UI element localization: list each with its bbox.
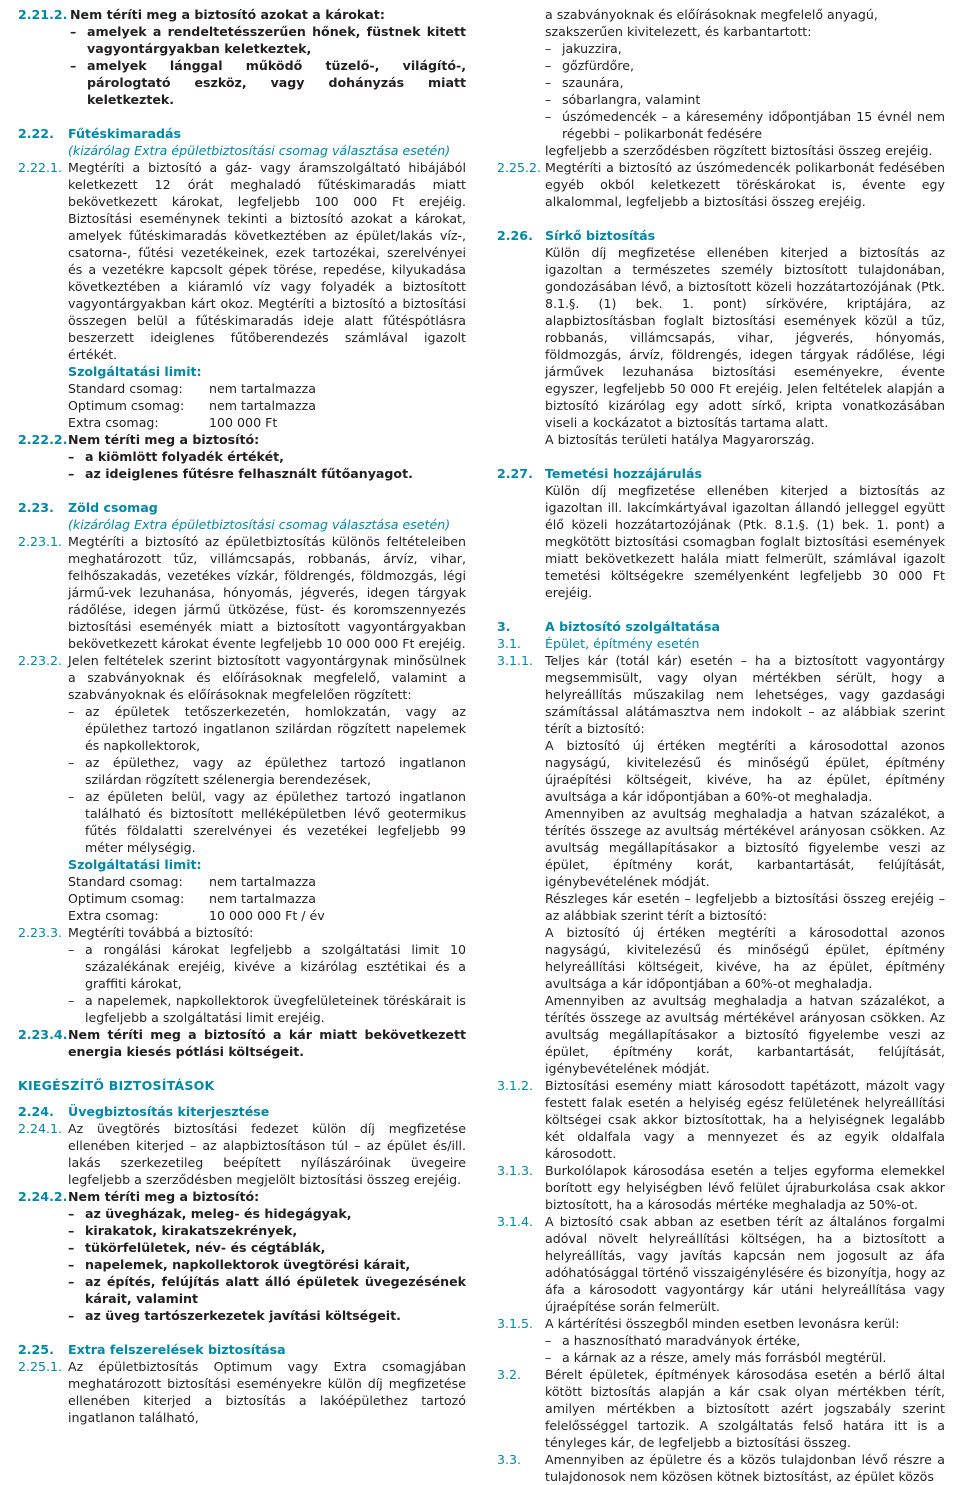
section-title: Sírkő biztosítás (545, 228, 656, 243)
section-intro: A kártérítési összegből minden esetben levonásra kerül: (545, 1316, 900, 1331)
list-item: – az építés, felújítás alatt álló épületek üvegezésének kárait, valamint (68, 1274, 466, 1306)
section-number: 2.24.2. (18, 1189, 68, 1204)
section-number: 2.26. (497, 228, 533, 243)
section-title: Temetési hozzájárulás (545, 466, 702, 481)
section-number: 2.23.2. (18, 653, 63, 668)
list-item: – gőzfürdőre, (545, 58, 635, 73)
insured-items-list (18, 703, 466, 856)
section-3-3 (497, 1451, 945, 1485)
supplementary-insurance-heading: KIEGÉSZÍTŐ BIZTOSÍTÁSOK (18, 1078, 215, 1093)
limit-title: Szolgáltatási limit: (68, 857, 202, 872)
section-title: A biztosító szolgáltatása (545, 619, 720, 634)
section-2-27-body (497, 482, 945, 601)
section-number: 3.1. (497, 636, 522, 651)
paragraph: Részleges kár esetén – legfeljebb a biztosítási összeg erejéig – az alábbiak szerint térít a biztosító: (545, 891, 945, 923)
section-number: 2.23. (18, 500, 54, 515)
section-2-23-3 (18, 924, 466, 941)
section-subtitle: (kizárólag Extra épületbiztosítási csomag választása esetén) (68, 143, 451, 158)
section-text: Jelen feltételek szerint biztosított vagyontárgynak minősülnek a szabványoknak és előírásoknak megfelelő, valamint a szabványoknak és előírásoknak megfelelően rögzített: (68, 653, 466, 702)
list-item: – amelyek lánggal működő tüzelő-, világító-, párologtató eszköz, vagy dohányzás miatt keletkeztek. (70, 58, 466, 107)
list-item: – a hasznosítható maradványok értéke, (545, 1333, 801, 1348)
limit-row: Extra csomag: 100 000 Ft (68, 415, 278, 430)
section-subtitle: (kizárólag Extra épületbiztosítási csomag választása esetén) (68, 517, 451, 532)
list-item: – az épületen belül, vagy az épülethez tartozó ingatlanon található és biztosított melléképületben lévő geotermikus fűtés földalatti szerelvényei és vezetékei legfeljebb 99 méter mélységig. (68, 789, 466, 855)
exclusion-list (18, 23, 466, 108)
list-item: – kirakatok, kirakatszekrények, (68, 1223, 298, 1238)
section-2-22-heading (18, 125, 466, 142)
section-number: 2.23.4. (18, 1027, 68, 1042)
service-limit-block (18, 856, 466, 924)
list-item: – sóbarlangra, valamint (545, 92, 701, 107)
section-intro: Nem téríti meg a biztosító azokat a károkat: (70, 7, 385, 22)
list-item: – szaunára, (545, 75, 624, 90)
section-text: Megtéríti a biztosító az úszómedencék polikarbonát fedésében egyéb okból keletkezett töréskárokat is, évente egy alkalommal, legfeljebb a biztosítási összeg erejéig. (545, 160, 945, 209)
section-2-27-heading (497, 465, 945, 482)
section-number: 2.21.2. (18, 7, 68, 22)
list-item: – az épületek tetőszerkezetén, homlokzatán, vagy az épülethez tartozó ingatlanon szilárdan rögzített napelemek és napkollektorok, (68, 704, 466, 753)
left-column (18, 6, 466, 1426)
section-2-22-1 (18, 159, 466, 363)
list-item: – amelyek a rendeltetésszerűen hőnek, füstnek kitett vagyontárgyakban keletkeztek, (70, 24, 466, 56)
section-2-26-body (497, 244, 945, 448)
section-text: Az üvegtörés biztosítási fedezet külön díj megfizetése ellenében kiterjed – az alapbiztosításon túl – az épület és/ill. lakás szerkezetileg beépített nyílászáróinak üvegeire legfeljebb a szerződésben megjelölt biztosítási összeg erejéig. (68, 1121, 466, 1187)
section-text: a szabványoknak és előírásoknak megfelelő anyagú, szakszerűen kivitelezett, és karbantartott: (545, 7, 878, 39)
limit-row: Optimum csomag: nem tartalmazza (68, 891, 316, 906)
section-number: 2.23.1. (18, 534, 63, 549)
section-3-1-5 (497, 1315, 945, 1332)
list-item: – a napelemek, napkollektorok üvegfelületeinek töréskárait is legfeljebb a szolgáltatási limit erejéig. (68, 993, 466, 1025)
paragraph: Amennyiben az avultság meghaladja a hatvan százalékot, a térítés összege az avultság mértékével arányosan csökken. Az avultság megállapításakor a biztosító figyelembe veszi az épület, építmény korát, karbantartását, felújítását, igénybevételének módját. (545, 993, 945, 1076)
section-title: Üvegbiztosítás kiterjesztése (68, 1104, 270, 1119)
section-number: 3.1.1. (497, 653, 534, 668)
list-item: – a rongálási károkat legfeljebb a szolgáltatási limit 10 százalékának erejéig, kivéve a kizárólag esztétikai és a graffiti károkat, (68, 942, 466, 991)
section-number: 2.27. (497, 466, 533, 481)
section-number: 2.25.1. (18, 1359, 63, 1374)
section-number: 2.24.1. (18, 1121, 63, 1136)
section-2-22-2 (18, 431, 466, 448)
section-2-25-1 (18, 1358, 466, 1426)
section-number: 2.25. (18, 1342, 54, 1357)
section-2-25-2 (497, 159, 945, 210)
section-2-24-2 (18, 1188, 466, 1205)
section-number: 3.3. (497, 1452, 522, 1467)
section-3-1-4 (497, 1213, 945, 1315)
section-number: 3.2. (497, 1367, 522, 1382)
section-number: 3.1.5. (497, 1316, 534, 1331)
section-number: 2.24. (18, 1104, 54, 1119)
list-item: – az ideiglenes fűtésre felhasznált fűtőanyagot. (68, 466, 413, 481)
section-text: A biztosító csak abban az esetben térít az általános forgalmi adóval növelt helyreállítási költségen, ha a biztosított a helyreállítás, vagy javítás kapcsán nem jogosult az áfa adóhatósággal történő visszaigénylésére és bizonyítja, hogy az áfa a károsodott vagyontárgy kár utáni helyreállítása vagy újraépítése során felmerült. (545, 1214, 945, 1314)
section-text: Amennyiben az épületre és a közös tulajdonban lévő részre a tulajdonosok nem közösen kötnek biztosítást, az épület közös (545, 1452, 945, 1484)
section-number: 3.1.4. (497, 1214, 534, 1229)
list-item: – a kárnak az a része, amely más forrásból megtérül. (545, 1350, 887, 1365)
section-number: 2.22.1. (18, 160, 63, 175)
section-3-heading (497, 618, 945, 635)
section-2-23-heading (18, 499, 466, 516)
paragraph: A biztosító új értéken megtéríti a károsodottal azonos nagyságú, kivitelezésű és minőségű épület, építmény újraépítési költségeit, kivéve, ha az épület, építmény avultsága a kár időpontjában a 60%-ot meghaladja. (545, 738, 945, 804)
section-2-26-heading (497, 227, 945, 244)
section-text: Bérelt épületek, építmények károsodása esetén a bérlő által kötött biztosítás alapján a kár csak olyan mértékben térít, amilyen mértékben a biztosított azért jogszabály szerint felelősséggel tartozik. A szolgáltatás felső határa itt is a tényleges kár, de legfeljebb a biztosítási összeg. (545, 1367, 945, 1450)
list-item: – az épülethez, vagy az épülethez tartozó ingatlanon szilárdan rögzített szélenergia berendezések, (68, 755, 466, 787)
paragraph: Teljes kár (totál kár) esetén – ha a biztosított vagyontárgy megsemmisült, vagy olyan mértékben sérült, hogy a helyreállítás műszakilag nem lehetséges, vagy gazdasági számítással alátámasztva nem indokolt – az alábbiak szerint térít a biztosító: (545, 653, 945, 736)
section-intro: Nem téríti meg a biztosító: (68, 1189, 260, 1204)
section-number: 3.1.2. (497, 1078, 534, 1093)
list-item: – jakuzzira, (545, 41, 622, 56)
section-2-24-1 (18, 1120, 466, 1188)
limit-row: Standard csomag: nem tartalmazza (68, 874, 316, 889)
section-2-23-1 (18, 533, 466, 652)
section-number: 2.22. (18, 126, 54, 141)
list-item: – az üveg tartószerkezetek javítási költségeit. (68, 1308, 401, 1323)
section-text: Biztosítási esemény miatt károsodott tapétázott, mázolt vagy festett falak esetén a helyiség egész felületének helyreállítási költségei csak akkor biztosítottak, ha a helyiségnek legalább két oldalfala vagy a mennyezet és az egyik oldalfala károsodott. (545, 1078, 945, 1161)
service-limit-block (18, 363, 466, 431)
section-text: A biztosítás területi hatálya Magyarország. (545, 432, 815, 447)
section-2-25-1-continued (497, 6, 945, 159)
section-3-1-1 (497, 652, 945, 1077)
section-3-1-heading (497, 635, 945, 652)
section-text: legfeljebb a szerződésben rögzített biztosítási összeg erejéig. (545, 143, 933, 158)
section-2-23-2 (18, 652, 466, 703)
section-title: Épület, építmény esetén (545, 636, 700, 651)
section-text: Külön díj megfizetése ellenében kiterjed a biztosítás az igazoltan a természetes személy biztosított tulajdonában, gondozásában lévő, a biztosított közeli hozzátartozójának (Ptk. 8.1.§. (1) bek. 1. pont) sírkövére, kriptájára, az alapbiztosításban foglalt biztosítási események közül a tűz, robbanás, villámcsapás, vihar, jégverés, hónyomás, földmozgás, árvíz, földrengés, idegen tárgyak rádőlése, légi járművek lezuhanása biztosítási eseményekre, évente egyszer, legfeljebb 50 000 Ft erejéig. Jelen feltételek alapján a biztosító kizárólag egy adott sírkő, kripta vonatkozásában viseli a kockázatot a biztosítás tartama alatt. (545, 245, 945, 430)
section-2-24-heading (18, 1103, 466, 1120)
section-title: Zöld csomag (68, 500, 158, 515)
right-column (497, 6, 945, 1485)
section-text: Megtéríti a biztosító a gáz- vagy áramszolgáltató hibájából keletkezett 12 órát meghaladó fűtéskimaradás miatt bekövetkezett károkat, legfeljebb 100 000 Ft erejéig. Biztosítási eseménynek tekinti a biztosító azokat a károkat, amelyek fűtéskimaradás következtében az épület/lakás víz-, csatorna-, fűtési vezetékeinek, ezek tartozékai, szerelvényei és a vezetékre kapcsolt gépek törése, repedése, kilyukadása következtében a kiáramló víz vagy folyadék a biztosított vagyontárgyakban kárt okoz. Megtéríti a biztosító a biztosítási összegen belül a fűtéskimaradás ideje alatt fűtéspótlásra beszerzett ideiglenes fűtőberendezés számlával igazolt értékét. (68, 160, 466, 362)
exclusion-list (18, 448, 466, 482)
list-item: – tükörfelületek, név- és cégtáblák, (68, 1240, 326, 1255)
limit-title: Szolgáltatási limit: (68, 364, 202, 379)
section-text: Burkolólapok károsodása esetén a teljes egyforma elemekkel borított egy helyiségben lévő felület újraburkolása csak akkor biztosított, ha a károsodás mértéke meghaladja az 50%-ot. (545, 1163, 945, 1212)
section-2-21-2 (18, 6, 466, 23)
deduction-list (497, 1332, 945, 1366)
section-3-1-2 (497, 1077, 945, 1162)
limit-row: Optimum csomag: nem tartalmazza (68, 398, 316, 413)
list-item: – napelemek, napkollektorok üvegtörési kárait, (68, 1257, 411, 1272)
section-number: 3. (497, 619, 511, 634)
section-number: 2.25.2. (497, 160, 542, 175)
section-intro: Megtéríti továbbá a biztosító: (68, 925, 254, 940)
section-title: Extra felszerelések biztosítása (68, 1342, 286, 1357)
section-3-2 (497, 1366, 945, 1451)
covered-items-list (18, 941, 466, 1026)
paragraph: A biztosító új értéken megtéríti a károsodottal azonos nagyságú, kivitelezésű és minőségű épület, építmény helyreállítási költségeit, kivéve, ha az épület, építmény avultsága a kár időpontjában a 60%-ot meghaladja. (545, 925, 945, 991)
section-2-23-4 (18, 1026, 466, 1060)
limit-row: Extra csomag: 10 000 000 Ft / év (68, 908, 325, 923)
section-intro: Nem téríti meg a biztosító: (68, 432, 260, 447)
section-text: Külön díj megfizetése ellenében kiterjed a biztosítás az igazoltan ill. lakcímkártyával igazoltan állandó jelleggel együtt élő közeli hozzátartozójának (Ptk. 8.1.§. (1) bek. 1. pont) a megkötött biztosítási csomagban foglalt biztosítási események miatt bekövetkezett halála miatt felmerült, számlával igazolt temetési költségekre személyenként legfeljebb 30 000 Ft erejéig. (545, 483, 945, 600)
exclusion-list (18, 1205, 466, 1324)
list-item: – az üvegházak, meleg- és hidegágyak, (68, 1206, 352, 1221)
section-text: Nem téríti meg a biztosító a kár miatt bekövetkezett energia kiesés pótlási költségeit. (68, 1027, 466, 1059)
section-number: 2.23.3. (18, 925, 63, 940)
section-2-25-heading (18, 1341, 466, 1358)
section-title: Fűtéskimaradás (68, 126, 182, 141)
section-number: 2.22.2. (18, 432, 68, 447)
list-item: – úszómedencék – a káresemény időpontjában 15 évnél nem régebbi – polikarbonát fedésére (545, 109, 945, 141)
section-text: Megtéríti a biztosító az épületbiztosítás különös feltételeiben meghatározott tűz, villámcsapás, robbanás, árvíz, vihar, felhőszakadás, vezetékes vízkár, földrengés, földmozgás, légi jármű-vek lezuhanása, hónyomás, jégverés, idegen tárgyak rádőlése, idegen jármű ütközése, füst- és koromszennyezés biztosítási eseményék miatt a biztosított vagyontárgyakban bekövetkezett károkat évente legfeljebb 10 000 000 Ft erejéig. (68, 534, 466, 651)
section-number: 3.1.3. (497, 1163, 534, 1178)
section-3-1-3 (497, 1162, 945, 1213)
section-text: Az épületbiztosítás Optimum vagy Extra csomagjában meghatározott biztosítási eseményekre külön díj megfizetése ellenében kiterjed a biztosítás a lakóépülethez tartozó ingatlanon található, (68, 1359, 466, 1425)
paragraph: Amennyiben az avultság meghaladja a hatvan százalékot, a térítés összege az avultság mértékével arányosan csökken. Az avultság megállapításakor a biztosító figyelembe veszi az épület, építmény korát, karbantartását, felújítását, igénybevételének módját. (545, 806, 945, 889)
limit-row: Standard csomag: nem tartalmazza (68, 381, 316, 396)
list-item: – a kiömlött folyadék értékét, (68, 449, 284, 464)
